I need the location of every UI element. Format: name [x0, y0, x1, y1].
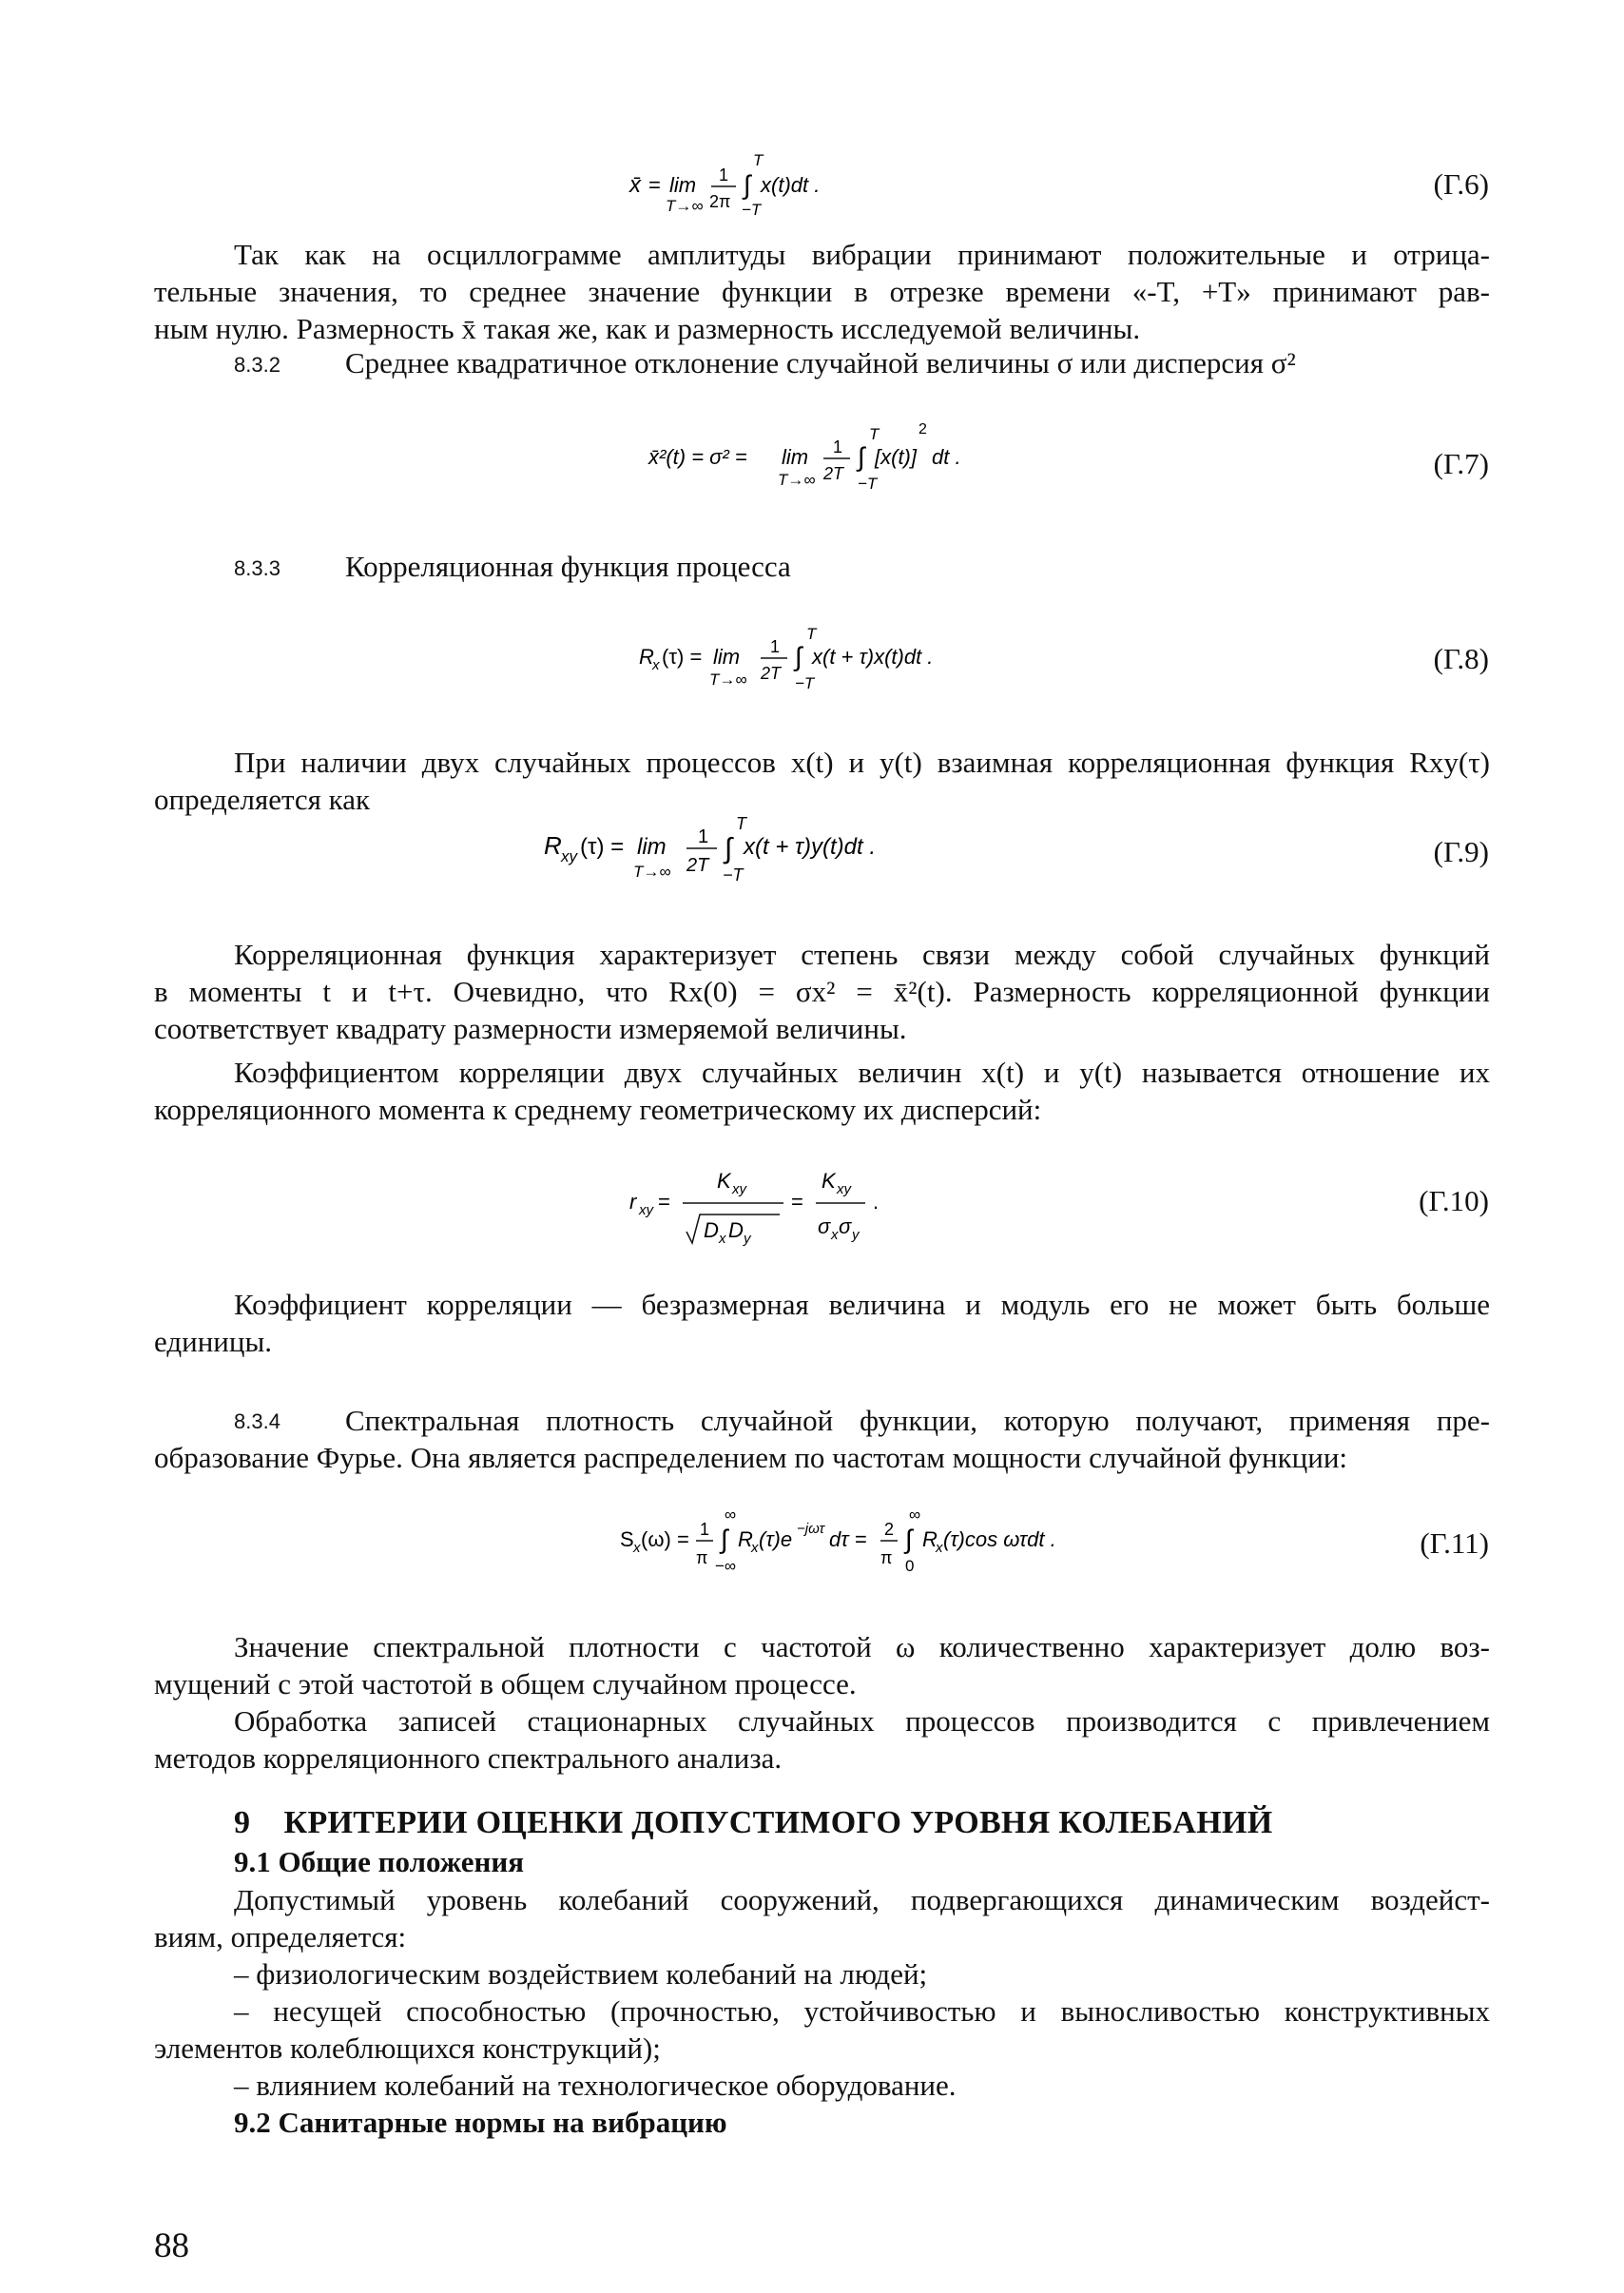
svg-text:σ: σ	[839, 1215, 852, 1238]
subsection-heading: 9.2 Санитарные нормы на вибрацию	[234, 2106, 727, 2139]
text-line: Корреляционная функция характеризует степень связи между собой случайных функций	[234, 938, 1490, 971]
svg-text:−T: −T	[742, 201, 762, 219]
paragraph-spectral-value	[154, 1628, 1490, 1702]
svg-text:D: D	[728, 1218, 744, 1242]
text-line: соответствует квадрату размерности измеряемой величины.	[154, 1012, 907, 1045]
list-item: – несущей способностью (прочностью, устойчивостью и выносливостью конструктивных	[234, 1994, 1490, 2028]
formula-g10	[628, 1156, 932, 1260]
svg-text:2T: 2T	[686, 855, 709, 876]
svg-text:(τ)cos ωτdt .: (τ)cos ωτdt .	[943, 1527, 1056, 1551]
svg-text:xy: xy	[561, 847, 577, 865]
paragraph-dimensionless	[154, 1286, 1490, 1360]
svg-text:T→∞: T→∞	[709, 670, 747, 689]
paragraph-correlation-function	[154, 936, 1490, 1047]
svg-text:=: =	[648, 173, 661, 197]
section-text: Среднее квадратичное отклонение случайной величины σ или дисперсия σ²	[345, 346, 1296, 379]
svg-text:2T: 2T	[761, 664, 782, 683]
svg-text:lim: lim	[713, 645, 741, 669]
svg-text:1: 1	[700, 1520, 710, 1539]
svg-text:2: 2	[918, 421, 927, 437]
svg-text:2: 2	[884, 1520, 895, 1539]
svg-text:K: K	[822, 1169, 836, 1193]
svg-text:1: 1	[719, 165, 729, 185]
svg-text:∫: ∫	[744, 170, 751, 200]
svg-text:T→∞: T→∞	[666, 197, 704, 215]
svg-text:x(t + τ)x(t)dt .: x(t + τ)x(t)dt .	[812, 645, 934, 669]
equation-number: (Г.11)	[1420, 1526, 1489, 1560]
svg-text:(τ)e: (τ)e	[759, 1527, 793, 1551]
equation-number: (Г.7)	[1433, 447, 1489, 480]
svg-text:y: y	[852, 1227, 860, 1243]
text-line: Спектральная плотность случайной функции, которую получают, применяя пре-	[345, 1404, 1490, 1437]
text-line: ным нулю. Размерность x̄ такая же, как и размерность исследуемой величины.	[154, 312, 1141, 345]
svg-text:σ: σ	[818, 1215, 831, 1238]
svg-text:∫: ∫	[905, 1525, 913, 1554]
svg-text:−T: −T	[858, 475, 878, 493]
formula-g7	[647, 418, 1008, 504]
svg-text:(ω) =: (ω) =	[641, 1527, 689, 1551]
svg-text:=: =	[658, 1190, 670, 1214]
text-line: Обработка записей стационарных случайных процессов производится с привлечением	[234, 1704, 1490, 1738]
list-item: – влиянием колебаний на технологическое оборудование.	[234, 2069, 957, 2102]
svg-text:dτ =: dτ =	[829, 1527, 867, 1551]
paragraph-cross-correlation	[154, 744, 1490, 818]
svg-text:D: D	[704, 1218, 719, 1242]
svg-text:y: y	[744, 1231, 751, 1247]
svg-text:(τ) =: (τ) =	[662, 645, 703, 669]
text-line: корреляционного момента к среднему геометрическому их дисперсий:	[154, 1093, 1042, 1126]
svg-text:x: x	[936, 1540, 943, 1556]
section-number: 8.3.3	[234, 556, 280, 580]
svg-text:lim: lim	[669, 173, 697, 197]
criteria-list	[154, 1955, 1490, 2104]
svg-text:1: 1	[698, 826, 709, 847]
svg-text:x: x	[633, 1540, 641, 1556]
svg-text:(τ) =: (τ) =	[580, 834, 625, 860]
section-number: 8.3.2	[234, 353, 280, 377]
text-line: образование Фурье. Она является распределением по частотам мощности случайной функции:	[154, 1441, 1348, 1474]
svg-text:∞: ∞	[725, 1506, 737, 1524]
svg-text:2T: 2T	[823, 464, 844, 483]
svg-text:xy: xy	[732, 1181, 746, 1197]
svg-text:x(t)dt .: x(t)dt .	[761, 173, 821, 197]
svg-text:[x(t)]: [x(t)]	[875, 445, 917, 469]
text-line: определяется как	[154, 783, 371, 816]
list-item: элементов колеблющихся конструкций);	[154, 2031, 661, 2065]
equation-number: (Г.8)	[1433, 642, 1489, 675]
svg-text:−T: −T	[723, 865, 744, 884]
svg-text:x̄²(t) = σ² =: x̄²(t) = σ² =	[648, 445, 747, 469]
svg-text:−∞: −∞	[715, 1557, 737, 1575]
section-heading: 9 КРИТЕРИИ ОЦЕНКИ ДОПУСТИМОГО УРОВНЯ КОЛЕБАНИЙ	[234, 1805, 1273, 1840]
svg-text:R: R	[922, 1527, 938, 1551]
svg-text:.: .	[873, 1190, 880, 1214]
svg-text:x: x	[719, 1231, 726, 1247]
svg-text:R: R	[738, 1527, 753, 1551]
svg-text:0: 0	[905, 1557, 915, 1575]
svg-text:x: x	[751, 1540, 759, 1556]
formula-g9	[542, 808, 960, 894]
svg-text:dt .: dt .	[932, 445, 961, 469]
svg-text:−T: −T	[795, 674, 815, 692]
text-line: Коэффициент корреляции — безразмерная величина и модуль его не может быть больше	[234, 1288, 1490, 1321]
svg-text:S: S	[620, 1527, 634, 1551]
svg-text:R: R	[639, 645, 654, 669]
paragraph-processing	[154, 1702, 1490, 1777]
svg-text:T→∞: T→∞	[633, 863, 671, 881]
text-line: мущений с этой частотой в общем случайном процессе.	[154, 1667, 857, 1700]
text-line: Коэффициентом корреляции двух случайных величин x(t) и y(t) называется отношение их	[234, 1056, 1490, 1089]
section-text: Корреляционная функция процесса	[345, 550, 791, 583]
svg-text:∞: ∞	[909, 1506, 921, 1524]
svg-text:T: T	[753, 152, 764, 169]
svg-text:x̄: x̄	[629, 172, 641, 198]
svg-text:T: T	[736, 814, 746, 833]
svg-text:K: K	[717, 1169, 731, 1193]
svg-text:1: 1	[770, 637, 781, 656]
svg-text:lim: lim	[782, 445, 809, 469]
text-line: При наличии двух случайных процессов x(t) и y(t) взаимная корреляционная функция Rxy(τ)	[234, 746, 1490, 779]
svg-text:xy: xy	[639, 1202, 653, 1218]
text-line: Так как на осциллограмме амплитуды вибрации принимают положительные и отрица-	[234, 238, 1490, 271]
equation-number: (Г.6)	[1433, 167, 1489, 201]
paragraph-mean-value	[154, 236, 1490, 347]
paragraph-spectral-density	[154, 1402, 1490, 1476]
text-line: Допустимый уровень колебаний сооружений, подвергающихся динамическим воздейст-	[234, 1883, 1490, 1916]
svg-text:xy: xy	[837, 1181, 851, 1197]
svg-text:T: T	[869, 425, 880, 443]
formula-g11	[618, 1501, 1150, 1586]
text-line: виям, определяется:	[154, 1920, 407, 1953]
svg-text:2π: 2π	[709, 192, 731, 211]
svg-text:1: 1	[833, 437, 843, 457]
svg-text:T→∞: T→∞	[778, 471, 816, 489]
text-line: методов корреляционного спектрального анализа.	[154, 1741, 783, 1775]
svg-text:∫: ∫	[858, 442, 865, 472]
svg-text:=: =	[791, 1190, 803, 1214]
text-line: Значение спектральной плотности с частотой ω количественно характеризует долю воз-	[234, 1630, 1490, 1663]
subsection-heading: 9.1 Общие положения	[234, 1845, 525, 1878]
svg-text:∫: ∫	[795, 642, 802, 671]
equation-number: (Г.10)	[1419, 1184, 1489, 1217]
svg-text:∫: ∫	[725, 833, 733, 865]
svg-text:T: T	[806, 625, 817, 643]
list-item: – физиологическим воздействием колебаний на людей;	[234, 1957, 928, 1991]
svg-text:lim: lim	[637, 834, 667, 860]
text-line: в моменты t и t+τ. Очевидно, что Rx(0) = σx² = x̄²(t). Размерность корреляционной функции	[154, 975, 1490, 1008]
svg-text:r: r	[629, 1190, 637, 1214]
text-line: единицы.	[154, 1325, 273, 1358]
paragraph-correlation-coefficient	[154, 1054, 1490, 1128]
text-line: тельные значения, то среднее значение функции в отрезке времени «-T, +T» принимают рав-	[154, 275, 1490, 308]
formula-g6	[628, 152, 913, 228]
svg-text:π: π	[696, 1548, 708, 1567]
svg-text:x: x	[652, 657, 660, 673]
paragraph-allowable-level	[154, 1881, 1490, 1955]
section-number: 8.3.4	[234, 1409, 280, 1433]
svg-text:x(t + τ)y(t)dt .: x(t + τ)y(t)dt .	[744, 834, 876, 860]
svg-text:x: x	[831, 1227, 839, 1243]
equation-number: (Г.9)	[1433, 835, 1489, 868]
page-number: 88	[154, 2226, 189, 2265]
svg-text:R: R	[544, 831, 562, 860]
formula-g8	[637, 618, 1017, 704]
svg-text:π: π	[880, 1548, 893, 1567]
svg-text:−jωτ: −jωτ	[797, 1521, 825, 1537]
svg-text:∫: ∫	[721, 1525, 728, 1554]
